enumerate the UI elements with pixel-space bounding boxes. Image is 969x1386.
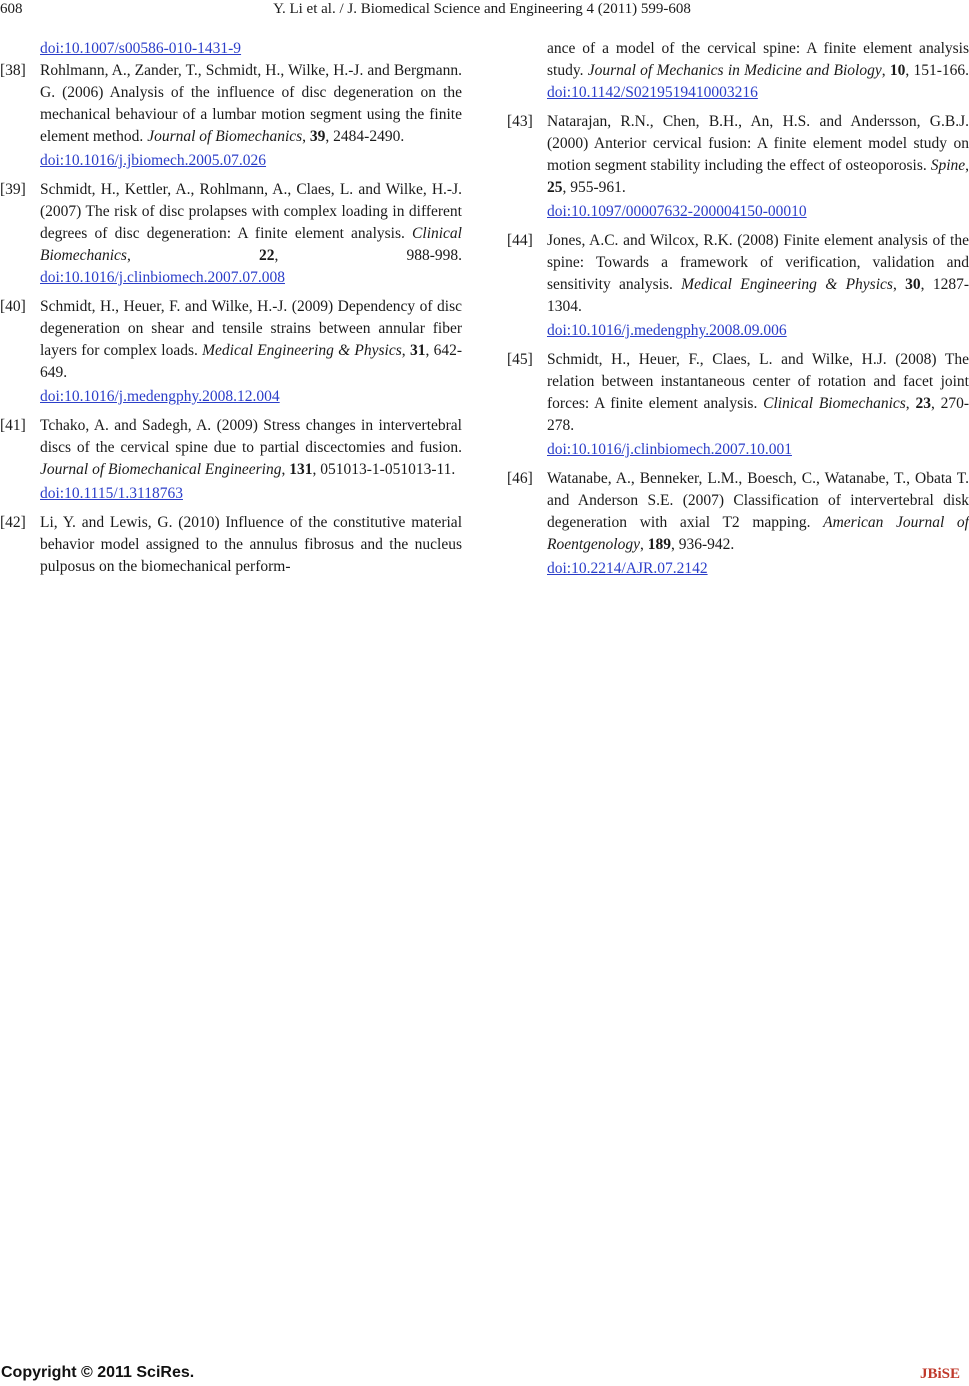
- journal-name: Journal of Mechanics in Medicine and Biology: [587, 62, 882, 79]
- volume: 31: [409, 342, 426, 359]
- reference-41: [0, 415, 462, 505]
- journal-name: Journal of Biomechanical Engineering: [40, 461, 282, 478]
- volume: 30: [905, 276, 921, 293]
- page-number: 608: [0, 1, 23, 17]
- reference-number: [43]: [507, 113, 533, 130]
- reference-42-continuation: [547, 38, 969, 104]
- reference-39: [0, 179, 462, 289]
- reference-number: [40]: [0, 298, 26, 315]
- reference-number: [39]: [0, 181, 26, 198]
- reference-number: [38]: [0, 62, 26, 79]
- reference-40: [0, 296, 462, 408]
- reference-text: Li, Y. and Lewis, G. (2010) Influence of the constitutive material behavior model assigned to the annulus fibrosus and the nucleus pulposus on the biomechanical perform-: [40, 514, 462, 575]
- reference-text: Watanabe, A., Benneker, L.M., Boesch, C., Watanabe, T., Obata T. and Anderson S.E. (2007) Classification of intervertebral disk degeneration with axial T2 mapping. American Journal of Roentgenology, 189, 936-942.: [547, 470, 969, 553]
- doi-link[interactable]: doi:10.1007/s00586-010-1431-9: [40, 40, 242, 57]
- left-column: [0, 38, 462, 578]
- reference-text: Schmidt, H., Heuer, F., Claes, L. and Wilke, H.J. (2008) The relation between instantaneous center of rotation and facet joint forces: A finite element analysis. Clinical Biomechanics, 23, 270-278.: [547, 351, 969, 434]
- doi-link[interactable]: doi:10.1097/00007632-200004150-00010: [547, 203, 807, 220]
- journal-name: Medical Engineering & Physics: [681, 276, 893, 293]
- volume: 23: [915, 395, 931, 412]
- journal-name: Clinical Biomechanics: [763, 395, 906, 412]
- reference-number: [42]: [0, 514, 26, 531]
- doi-link[interactable]: doi:10.2214/AJR.07.2142: [547, 560, 708, 577]
- doi-link[interactable]: doi:10.1115/1.3118763: [40, 485, 183, 502]
- reference-text: Schmidt, H., Kettler, A., Rohlmann, A., Claes, L. and Wilke, H.-J. (2007) The risk of disc prolapses with complex loading in different degrees of disc degeneration: A finite element analysis. Clinical Biomechanics, 22, 988-998. doi:10.1016/j.clinbiomech.2007.07.008: [40, 181, 462, 286]
- running-head: Y. Li et al. / J. Biomedical Science and Engineering 4 (2011) 599-608: [273, 1, 691, 17]
- doi-link[interactable]: doi:10.1016/j.medengphy.2008.09.006: [547, 322, 787, 339]
- reference-text: ance of a model of the cervical spine: A finite element analysis study. Journal of Mechanics in Medicine and Biology, 10, 151-166. doi:10.1142/S0219519410003216: [547, 40, 969, 101]
- volume: 10: [889, 62, 906, 79]
- volume: 39: [309, 128, 326, 145]
- reference-number: [41]: [0, 417, 26, 434]
- doi-link[interactable]: doi:10.1016/j.medengphy.2008.12.004: [40, 388, 280, 405]
- volume: 25: [547, 179, 563, 196]
- volume: 22: [258, 247, 275, 264]
- reference-43: [507, 111, 969, 223]
- journal-name: Journal of Biomechanics: [147, 128, 303, 145]
- right-column: [507, 38, 969, 580]
- journal-name: Spine: [930, 157, 966, 174]
- journal-abbreviation: JBiSE: [919, 1366, 960, 1382]
- volume: 189: [647, 536, 671, 553]
- copyright-notice: Copyright © 2011 SciRes.: [1, 1364, 195, 1381]
- volume: 131: [289, 461, 313, 478]
- reference-37-continuation: [40, 38, 462, 60]
- reference-text: Jones, A.C. and Wilcox, R.K. (2008) Finite element analysis of the spine: Towards a framework of verification, validation and sensitivity analysis. Medical Engineering & Physics, 30, 1287-1304.: [547, 232, 969, 315]
- journal-name: Clinical Biomechanics: [40, 225, 462, 264]
- reference-text: Natarajan, R.N., Chen, B.H., An, H.S. and Andersson, G.B.J. (2000) Anterior cervical fusion: A finite element model study on motion segment stability including the effect of osteoporosis. Spine, 25, 955-961.: [547, 113, 969, 196]
- doi-link[interactable]: doi:10.1016/j.jbiomech.2005.07.026: [40, 152, 267, 169]
- reference-text: Schmidt, H., Heuer, F. and Wilke, H.-J. (2009) Dependency of disc degeneration on shear and tensile strains between annular fiber layers for complex loads. Medical Engineering & Physics, 31, 642-649.: [40, 298, 462, 381]
- reference-number: [44]: [507, 232, 533, 249]
- reference-text: Tchako, A. and Sadegh, A. (2009) Stress changes in intervertebral discs of the cervical spine due to partial discectomies and fusion. Journal of Biomechanical Engineering, 131, 051013-1-051013-11.: [40, 417, 462, 478]
- reference-number: [46]: [507, 470, 533, 487]
- reference-38: [0, 60, 462, 172]
- doi-link[interactable]: doi:10.1142/S0219519410003216: [547, 84, 758, 101]
- doi-link[interactable]: doi:10.1016/j.clinbiomech.2007.10.001: [547, 441, 792, 458]
- reference-44: [507, 230, 969, 342]
- reference-text: Rohlmann, A., Zander, T., Schmidt, H., Wilke, H.-J. and Bergmann. G. (2006) Analysis of the influence of disc degeneration on the mechanical behaviour of a lumbar motion segment using the finite element method. Journal of Biomechanics, 39, 2484-2490.: [40, 62, 462, 145]
- reference-46: [507, 468, 969, 580]
- journal-name: Medical Engineering & Physics: [202, 342, 402, 359]
- journal-name: American Journal of Roentgenology: [547, 514, 969, 553]
- reference-number: [45]: [507, 351, 533, 368]
- reference-42: [0, 512, 462, 578]
- doi-link[interactable]: doi:10.1016/j.clinbiomech.2007.07.008: [40, 269, 285, 286]
- reference-45: [507, 349, 969, 461]
